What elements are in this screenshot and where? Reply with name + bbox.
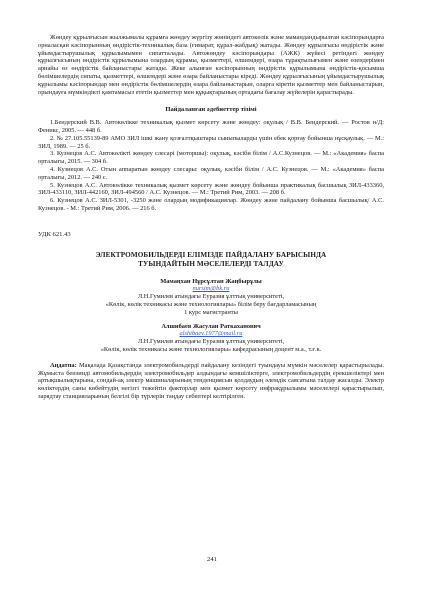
udc-code: УДК 621.43 bbox=[38, 230, 71, 238]
reference-item: 3. Кузнецов А.С. Автокөлікті жөндеу слесарі (моторшы): оқулық, кәсіби білім / А.С.Кузнецов. — М.: «Академия» баспа орталығы, 2015. — 304 б. bbox=[38, 150, 384, 166]
abstract bbox=[38, 362, 384, 401]
page-number: 241 bbox=[207, 556, 217, 563]
author-name: Мамаңхан Нұрсұлтан Жаңбырұлы bbox=[160, 277, 262, 285]
intro-paragraph: Жөндеу құрылғысын жылжымалы құрамға жөндеу жүргізу жөніндегі автокөлік және мамандандырылған кәсіпорындарға орналасқан кәсіпорынның өндірістік-техникалық база (ғимарат, құрал-жабдық) жатады. Жөндеу құрылғысы өндірістік және ұйымдастырушылық құрылымымен сипатталады. Автожөндеу кәсіпорындары (АЖК) жүйесі ретіндегі жөндеу құрылғысының өндірістік құрылымына олардың құрамы, қызметтері, өлшемдері, өзара тұрақтылығымен және өзендерімен арнайы өз өндірістік байланыстары жатады. Жеке алынған кәсіпорынның өндірістік құрылымына өндірістік-қосымша бөлімшелердің сипаты, қызметтері, өлшемдері және өзара байланыстары кіреді. Жөндеу құрылғысының ұйымдастырушылық құрылымы кәсіпорындар мен өндірістік бөлімшелердің өзара байланыстарын, оларға кіретін қызметтер мен байланыстарын, орындауға мүмкіндікті қамтамасыз ететін қызметтер мен құқықтарының ортадағы бағалау жүйелерін қарастырады. bbox=[38, 34, 384, 96]
abstract-text: Мақалада Қазақстанда электромобильдерді пайдалану кезіндегі туындауы мүмкін мәселелер қарастырылады. Жұмыста бензинді автомобильдердің электромобильдер алдындағы кемшіліктерге, электромобильдердің ерекшеліктері мен артықшылықтарына, сондай-ақ электр машиналарының тенденциясын қолдаудың әлемдік саясатына талдау жасалды. Электр көліктердің саны көбейтудің негізгі тежейтін факторлар мен қызмет көрсету инфрақұрылымы мәселелері қарастырылып, зарядтау станцияларының белгілі бір түрлерін таңдау себептері келтірілген. bbox=[38, 361, 384, 400]
author-block bbox=[38, 278, 384, 317]
author-email[interactable]: alshibaev.1977@mail.ru bbox=[179, 330, 243, 338]
article-title bbox=[38, 251, 384, 269]
reference-item: 5. Кузнецов А.С. Автокөлікке техникалық қызмет көрсету және жөндеу бойынша практикалық басшылық ЗИЛ-433360, ЗИЛ-433110, ЗИЛ-442160, ЗИЛ-494560 / А.С. Кузнецов. — М.: Третий Рим, 2003. — 208 б. bbox=[38, 181, 384, 197]
reference-item: 6. Кузнецов А.С. ЗИЛ-5301, -3250 және олардың модификациялар. Жөндеу және пайдалану бойынша басшылық/ А.С. Кузнецов. - М.: Третий Рим, 2006. — 216 б. bbox=[38, 197, 384, 212]
references-heading: Пайдаланған әдебиеттер тізімі bbox=[165, 106, 257, 114]
article-title-line: ЭЛЕКТРОМОБИЛЬДЕРДІ ЕЛІМІЗДЕ ПАЙДАЛАНУ БАРЫСЫНДА bbox=[95, 250, 327, 259]
author-affiliation: Л.Н.Гумилев атындағы Еуразия ұлттық университеті, bbox=[137, 293, 285, 301]
author-name: Алшибаев Жасулан Раткаханович bbox=[161, 322, 261, 330]
author-affiliation: «Көлік, көлік техникасы және технологиялары» білім беру бағдарламасының bbox=[105, 300, 317, 308]
article-title-line: ТУЫНДАЙТЫН МӘСЕЛЕЛЕРДІ ТАЛДАУ bbox=[138, 259, 284, 268]
references-list bbox=[38, 119, 384, 213]
author-email[interactable]: nursim@bk.ru bbox=[192, 285, 230, 293]
reference-item: 1.Бендерский В.В. Автокөлікке техникалық қызмет көрсету және жөндеу: оқулық / В.В. Бендерский. — Ростов н/Д: Феникс, 2005. — 448 б. bbox=[38, 119, 384, 134]
author-affiliation: 1 курс магистранты bbox=[184, 308, 238, 316]
reference-item: 4. Кузнецов А.С. Отын аппаратын жөндеу слесары: оқулық, кәсіби білім / А.С. Кузнецов. — М.: «Академия» баспа орталығы, 2012. — 240 с. bbox=[38, 165, 384, 181]
abstract-label: Аңдатпа: bbox=[50, 361, 77, 369]
reference-item: 2. № 27.105.55139-89 АМО ЗИЛ ішкі жану қозғалтқыштары сыныпыларды үшін ебек қорғау бойынша нұсқаулық. — М.: ЗИЛ, 1989. — 25 б. bbox=[38, 134, 384, 150]
author-affiliation: Л.Н.Гумилев атындағы Еуразия ұлттық университеті, bbox=[137, 338, 285, 346]
author-affiliation: «Көлік, көлік техникасы және технологиялары» кафедрасының доцент м.а., т.ғ.к. bbox=[100, 345, 322, 353]
author-block bbox=[38, 323, 384, 354]
